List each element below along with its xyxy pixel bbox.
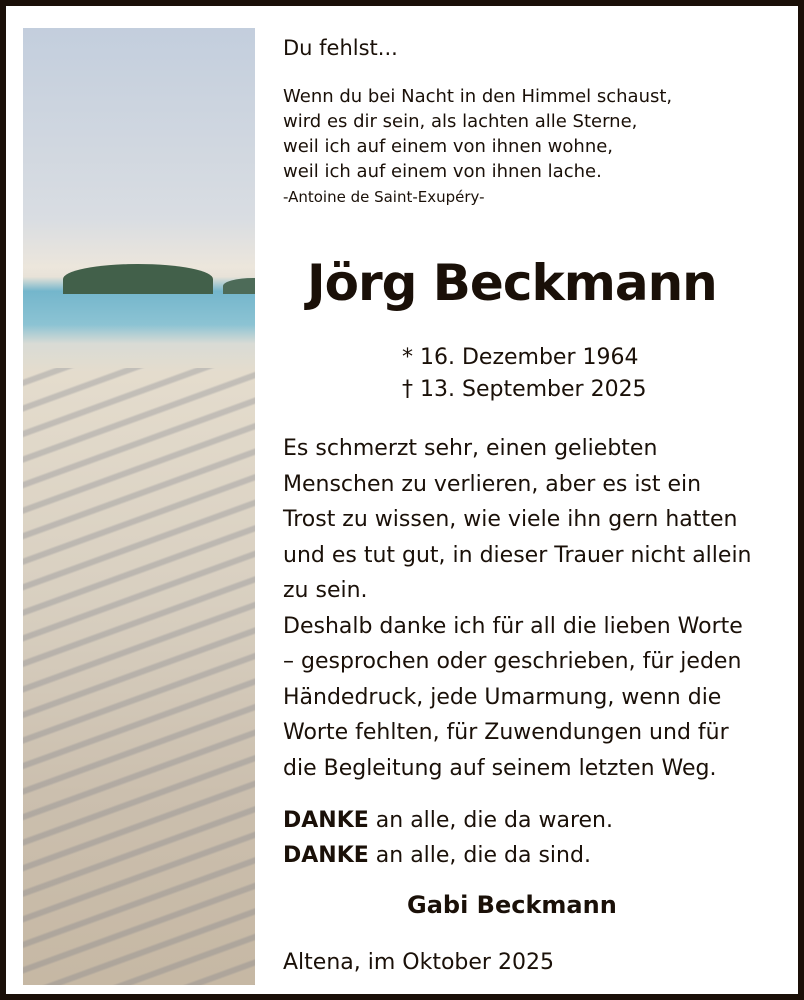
island-shape: [63, 264, 213, 294]
body-line: zu sein.: [283, 578, 368, 603]
body-line: Händedruck, jede Umarmung, wenn die: [283, 684, 722, 710]
poem: [283, 84, 672, 184]
sand-ripples: [23, 368, 255, 985]
poem-line: Wenn du bei Nacht in den Himmel schaust,: [283, 86, 673, 107]
body-line: und es tut gut, in dieser Trauer nicht allein: [283, 542, 752, 568]
body-line: die Begleitung auf seinem letzten Weg.: [283, 755, 717, 781]
thanks-line: [283, 838, 613, 873]
thanks-bold: DANKE: [283, 808, 369, 833]
dates: [402, 342, 647, 406]
poem-line: weil ich auf einem von ihnen lache.: [283, 161, 602, 182]
island-shape-small: [223, 278, 255, 294]
poem-line: wird es dir sein, als lachten alle Sterne,: [283, 111, 638, 132]
place-date: Altena, im Oktober 2025: [283, 950, 554, 975]
body-line: Menschen zu verlieren, aber es ist ein: [283, 471, 702, 497]
thanks-rest: an alle, die da sind.: [368, 843, 591, 868]
body-line: Es schmerzt sehr, einen geliebten: [283, 436, 658, 461]
deceased-name: Jörg Beckmann: [307, 254, 717, 312]
body-text: [283, 431, 752, 786]
thanks-bold: DANKE: [283, 843, 369, 868]
beach-photo: [23, 28, 255, 985]
thanks-rest: an alle, die da waren.: [368, 808, 613, 833]
birth-date: * 16. Dezember 1964: [402, 345, 639, 370]
body-line: Trost zu wissen, wie viele ihn gern hatten: [283, 507, 738, 532]
quote-author: -Antoine de Saint-Exupéry-: [283, 188, 485, 206]
body-line: – gesprochen oder geschrieben, für jeden: [283, 649, 742, 674]
thanks-line: [283, 803, 613, 838]
body-line: Worte fehlten, für Zuwendungen und für: [283, 720, 729, 745]
death-date: † 13. September 2025: [402, 377, 647, 402]
thanks: [283, 803, 613, 873]
signature: Gabi Beckmann: [407, 891, 617, 919]
heading: Du fehlst...: [283, 36, 398, 60]
poem-line: weil ich auf einem von ihnen wohne,: [283, 136, 614, 157]
body-line: Deshalb danke ich für all die lieben Worte: [283, 613, 743, 639]
